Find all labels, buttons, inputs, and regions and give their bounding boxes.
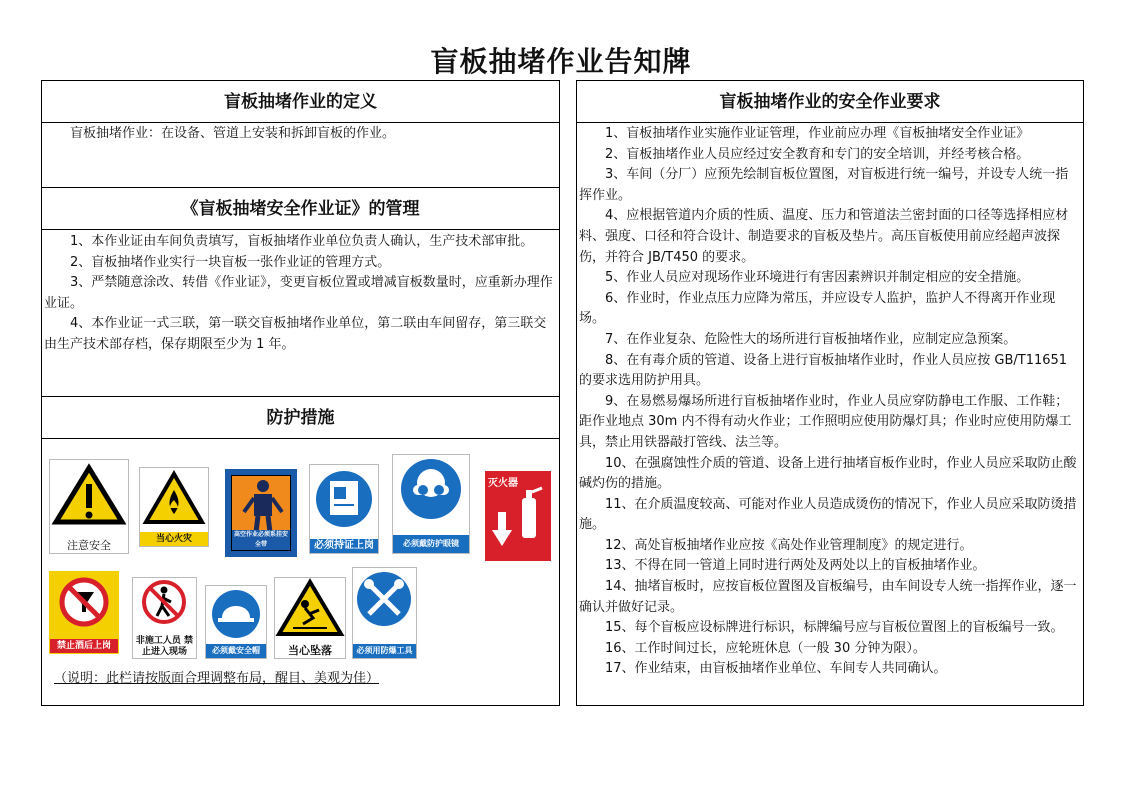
safety-harness-icon bbox=[232, 476, 294, 534]
sign-helmet: 必须戴安全帽 bbox=[205, 585, 267, 659]
sign-permit: 必须持证上岗 bbox=[309, 464, 379, 554]
goggles-icon bbox=[393, 455, 469, 523]
tools-icon bbox=[353, 568, 416, 630]
sign-goggles: 必须戴防护眼镜 bbox=[392, 454, 470, 554]
requirement-item: 8、在有毒介质的管道、设备上进行盲板抽堵作业时，作业人员应按 GB/T11651 的要求选用防护用具。 bbox=[579, 352, 1068, 389]
page-title: 盲板抽堵作业告知牌 bbox=[430, 45, 692, 78]
safety-signs-area bbox=[47, 449, 554, 664]
management-item: 1、本作业证由车间负责填写，盲板抽堵作业单位负责人确认，生产技术部审批。 bbox=[70, 234, 534, 249]
requirements-header: 盲板抽堵作业的安全作业要求 bbox=[577, 81, 1083, 123]
sign-no-drinking: 禁止酒后上岗 bbox=[49, 571, 119, 654]
requirement-item: 6、作业时，作业点压力应降为常压，并应设专人监护，监护人不得离开作业现场。 bbox=[579, 290, 1056, 327]
sign-caution: 注意安全 bbox=[49, 459, 129, 554]
management-header: 《盲板抽堵安全作业证》的管理 bbox=[42, 188, 559, 230]
right-panel bbox=[576, 80, 1084, 706]
layout-note: （说明：此栏请按版面合理调整布局，醒目、美观为佳） bbox=[54, 671, 380, 686]
requirement-item: 9、在易燃易爆场所进行盲板抽堵作业时，作业人员应穿防静电工作服、工作鞋；距作业地点 30m 内不得有动火作业；工作照明应使用防爆灯具；作业时应使用防爆工具，禁止用铁器敲打管线、法兰等。 bbox=[579, 393, 1072, 450]
permit-icon bbox=[310, 465, 378, 531]
management-item: 2、盲板抽堵作业实行一块盲板一张作业证的管理方式。 bbox=[70, 254, 391, 270]
requirement-item: 4、应根据管道内介质的性质、温度、压力和管道法兰密封面的口径等选择相应材料、强度、口径和符合设计、制造要求的盲板及垫片。高压盲板使用前应经超声波探伤，并符合 JB/T450 的要求。 bbox=[579, 208, 1069, 265]
requirements-list bbox=[579, 124, 1080, 680]
requirement-item: 16、工作时间过长，应轮班休息（一般 30 分钟为限）。 bbox=[605, 640, 926, 656]
sign-no-entry: 非施工人员 禁止进入现场 bbox=[132, 577, 197, 659]
helmet-icon bbox=[206, 586, 266, 642]
definition-header: 盲板抽堵作业的定义 bbox=[42, 81, 559, 123]
sign-tools: 必须用防爆工具 bbox=[352, 567, 417, 659]
requirement-item: 7、在作业复杂、危险性大的场所进行盲板抽堵作业，应制定应急预案。 bbox=[605, 331, 1017, 347]
definition-text: 盲板抽堵作业：在设备、管道上安装和拆卸盲板的作业。 bbox=[70, 126, 396, 141]
management-item: 4、本作业证一式三联，第一联交盲板抽堵作业单位，第二联由车间留存，第三联交由生产技术部存档，保存期限至少为 1 年。 bbox=[44, 316, 547, 352]
sign-fire-extinguisher: 灭火器 bbox=[485, 471, 551, 561]
requirement-item: 13、不得在同一管道上同时进行两处及两处以上的盲板抽堵作业。 bbox=[605, 558, 986, 574]
requirement-item: 5、作业人员应对现场作业环境进行有害因素辨识并制定相应的安全措施。 bbox=[605, 270, 1030, 286]
warning-triangle-icon bbox=[50, 460, 128, 530]
management-list bbox=[44, 232, 556, 355]
no-entry-icon bbox=[133, 578, 196, 628]
fire-warning-icon bbox=[140, 468, 208, 530]
requirement-item: 1、盲板抽堵作业实施作业证管理，作业前应办理《盲板抽堵安全作业证》 bbox=[605, 126, 1030, 141]
management-item: 3、严禁随意涂改、转借《作业证》，变更盲板位置或增减盲板数量时，应重新办理作业证。 bbox=[44, 275, 553, 311]
sign-fall-warning: 当心坠落 bbox=[274, 577, 346, 659]
requirement-item: 14、抽堵盲板时，应按盲板位置图及盲板编号，由车间设专人统一指挥作业，逐一确认并做好记录。 bbox=[579, 579, 1077, 615]
requirement-item: 10、在强腐蚀性介质的管道、设备上进行抽堵盲板作业时，作业人员应采取防止酸碱灼伤的措施。 bbox=[579, 455, 1077, 492]
requirement-item: 3、车间（分厂）应预先绘制盲板位置图，对盲板进行统一编号，并设专人统一指挥作业。 bbox=[579, 167, 1069, 203]
sign-safety-harness: 高空作业必须系挂安全带 bbox=[225, 469, 297, 557]
left-panel bbox=[41, 80, 560, 706]
sign-fire-warning: 当心火灾 bbox=[139, 467, 209, 547]
requirement-item: 12、高处盲板抽堵作业应按《高处作业管理制度》的规定进行。 bbox=[605, 537, 973, 553]
requirement-item: 17、作业结束，由盲板抽堵作业单位、车间专人共同确认。 bbox=[605, 661, 947, 677]
no-drinking-icon bbox=[50, 572, 118, 632]
protection-header: 防护措施 bbox=[42, 397, 559, 439]
requirement-item: 11、在介质温度较高、可能对作业人员造成烫伤的情况下，作业人员应采取防烫措施。 bbox=[579, 496, 1077, 533]
requirement-item: 2、盲板抽堵作业人员应经过安全教育和专门的安全培训，并经考核合格。 bbox=[605, 146, 1030, 162]
fall-warning-icon bbox=[275, 578, 345, 638]
requirement-item: 15、每个盲板应设标牌进行标识，标牌编号应与盲板位置图上的盲板编号一致。 bbox=[605, 620, 1064, 636]
